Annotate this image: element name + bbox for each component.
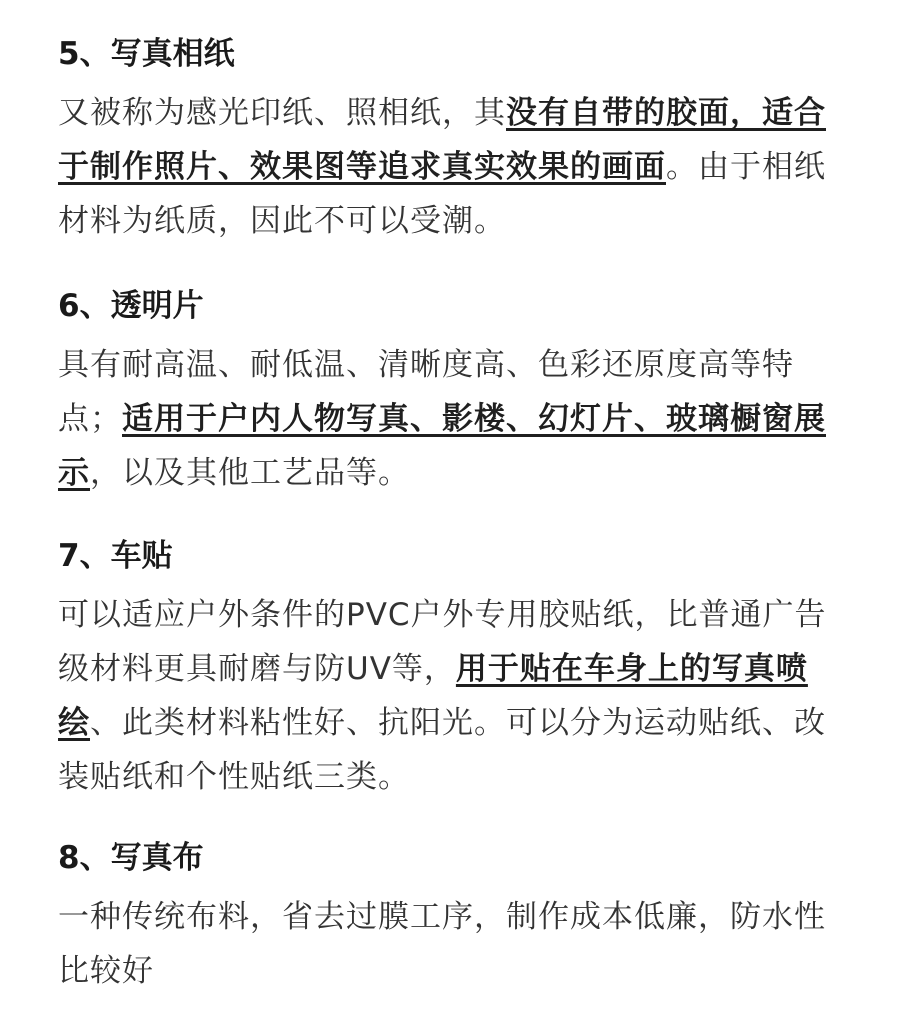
section-heading: 5、写真相纸 (58, 36, 235, 72)
section-photo-cloth (58, 838, 848, 998)
text-segment: 一种传统布料，省去过膜工序，制作成本低廉，防水性比较好 (58, 899, 826, 989)
text-segment: 。由于相纸材料为纸质，因此不可以受潮。 (58, 149, 826, 239)
section-paragraph (58, 338, 848, 500)
section-transparent-film (58, 286, 848, 500)
section-paragraph (58, 588, 848, 804)
emphasized-text: 适用于户内人物写真、影楼、幻灯片、玻璃橱窗展示 (58, 401, 826, 491)
text-segment: ，以及其他工艺品等。 (90, 455, 410, 491)
text-segment: 可以适应户外条件的PVC户外专用胶贴纸，比普通广告级材料更具耐磨与防UV等， (58, 597, 827, 687)
section-heading: 7、车贴 (58, 538, 173, 574)
emphasized-text: 用于贴在车身上的写真喷绘 (58, 651, 808, 741)
section-heading: 6、透明片 (58, 288, 204, 324)
section-paragraph (58, 890, 848, 998)
text-segment: 具有耐高温、耐低温、清晰度高、色彩还原度高等特点； (58, 347, 794, 437)
section-paragraph (58, 86, 848, 248)
emphasized-text: 没有自带的胶面，适合于制作照片、效果图等追求真实效果的画面 (58, 95, 826, 185)
section-photo-paper (58, 34, 848, 248)
section-heading: 8、写真布 (58, 840, 204, 876)
text-segment: 又被称为感光印纸、照相纸，其 (58, 95, 506, 131)
text-segment: 、此类材料粘性好、抗阳光。可以分为运动贴纸、改装贴纸和个性贴纸三类。 (58, 705, 826, 795)
section-car-sticker (58, 536, 848, 804)
